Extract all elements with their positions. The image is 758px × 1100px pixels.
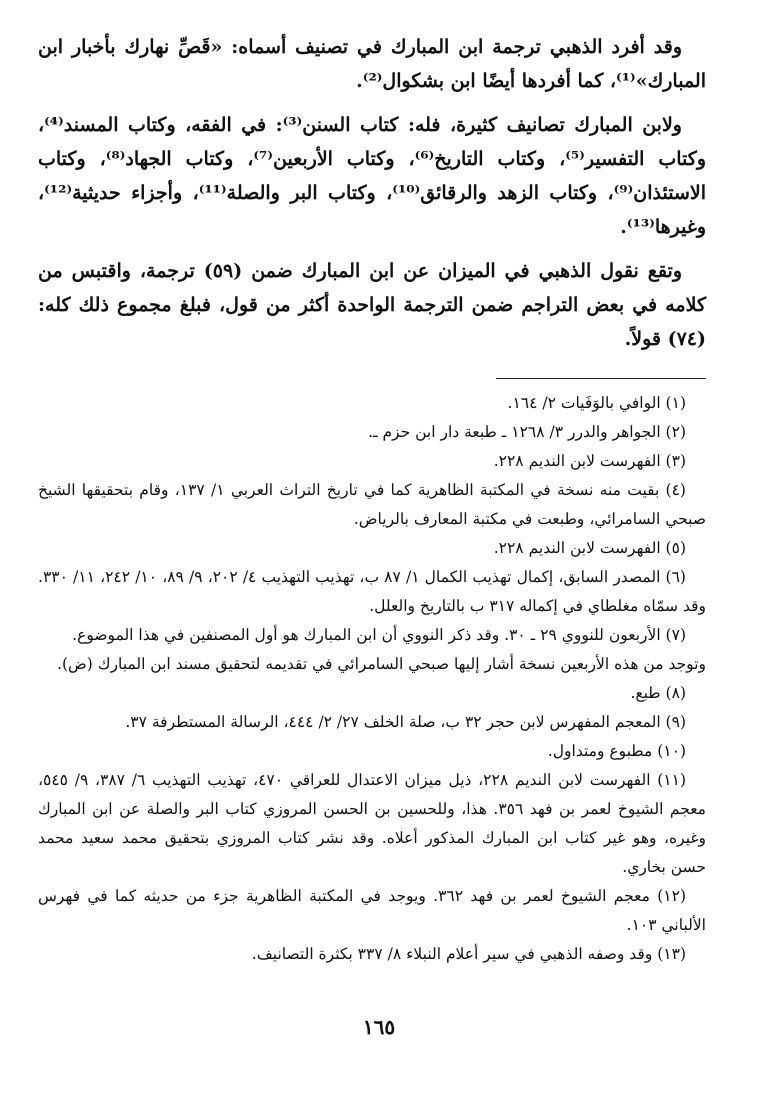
main-text: [38, 30, 706, 356]
footnote-10: (١٠) مطبوع ومتداول.: [547, 742, 686, 760]
footnote-divider: [496, 378, 706, 379]
footnote-13: (١٣) وقد وصفه الذهبي في سير أعلام النبلاء ٨/ ٣٣٧ بكثرة التصانيف.: [251, 945, 686, 963]
footnote-12: (١٢) معجم الشيوخ لعمر بن فهد ٣٦٢. ويوجد في المكتبة الظاهرية جزء من حديثه كما في فهرس الألباني ١٠٣.: [38, 887, 706, 934]
paragraph-2: ولابن المبارك تصانيف كثيرة، فله: كتاب السنن⁽³⁾: في الفقه، وكتاب المسند⁽⁴⁾، وكتاب التفسير⁽⁵⁾، وكتاب التاريخ⁽⁶⁾، وكتاب الأربعين⁽⁷⁾، وكتاب الجهاد⁽⁸⁾، وكتاب الاستئذان⁽⁹⁾، وكتاب الزهد والرقائق⁽¹⁰⁾، وكتاب البر والصلة⁽¹¹⁾، وأجزاء حديثية⁽¹²⁾، وغيرها⁽¹³⁾.: [38, 114, 706, 238]
footnote-3: (٣) الفهرست لابن النديم ٢٢٨.: [493, 452, 686, 470]
paragraph-3: وتقع نقول الذهبي في الميزان عن ابن المبارك ضمن (٥٩) ترجمة، واقتبس من كلامه في بعض التراجم ضمن الترجمة الواحدة أكثر من قول، فبلغ مجموع ذلك كله: (٧٤) قولاً.: [38, 260, 706, 350]
footnote-7: (٧) الأربعون للنووي ٢٩ ـ ٣٠. وقد ذكر النووي أن ابن المبارك هو أول المصنفين في هذا الموضوع.: [72, 626, 686, 644]
footnote-7-continuation: وتوجد من هذه الأربعين نسخة أشار إليها صبحي السامرائي في تقديمه لتحقيق مسند ابن المبارك (ض).: [57, 655, 706, 673]
footnote-8: (٨) طبع.: [630, 684, 686, 702]
footnotes: [38, 389, 706, 969]
footnote-4: (٤) بقيت منه نسخة في المكتبة الظاهرية كما في تاريخ التراث العربي ١/ ١٣٧، وقام بتحقيقها الشيخ صبحي السامرائي، وطبعت في مكتبة المعارف بالرياض.: [38, 481, 706, 528]
footnote-1: (١) الوافي بالوَفَيات ٢/ ١٦٤.: [507, 394, 686, 412]
page-number: ١٦٥: [362, 1015, 396, 1039]
page-body: [38, 30, 706, 969]
footnote-2: (٢) الجواهر والدرر ٣/ ١٢٦٨ ـ طبعة دار ابن حزم ـ.: [368, 423, 686, 441]
footnote-6: (٦) المصدر السابق، إكمال تهذيب الكمال ١/ ٨٧ ب، تهذيب التهذيب ٤/ ٢٠٢، ٩/ ٨٩، ١٠/ ٢٤٢، ١١/ ٣٣٠. وقد سمّاه مغلطاي في إكماله ٣١٧ ب بالتاريخ والعلل.: [38, 568, 706, 615]
footnote-5: (٥) الفهرست لابن النديم ٢٢٨.: [493, 539, 686, 557]
paragraph-1: وقد أفرد الذهبي ترجمة ابن المبارك في تصنيف أسماه: «قَصِّ نهارك بأخبار ابن المبارك»⁽¹⁾، كما أفردها أيضًا ابن بشكوال⁽²⁾.: [38, 36, 706, 92]
footnote-11: (١١) الفهرست لابن النديم ٢٢٨، ذيل ميزان الاعتدال للعراقي ٤٧٠، تهذيب التهذيب ٦/ ٣٨٧، ٩/ ٥٤٥، معجم الشيوخ لعمر بن فهد ٣٥٦. هذا، وللحسين بن الحسن المروزي كتاب البر والصلة عن ابن المبارك وغيره، وهو غير كتاب ابن المبارك المذكور أعلاه. وقد نشر كتاب المروزي بتحقيق محمد سعيد محمد حسن بخاري.: [38, 771, 706, 876]
footnote-9: (٩) المعجم المفهرس لابن حجر ٣٢ ب، صلة الخلف ٢٧/ ٢/ ٤٤٤، الرسالة المستطرفة ٣٧.: [125, 713, 686, 731]
